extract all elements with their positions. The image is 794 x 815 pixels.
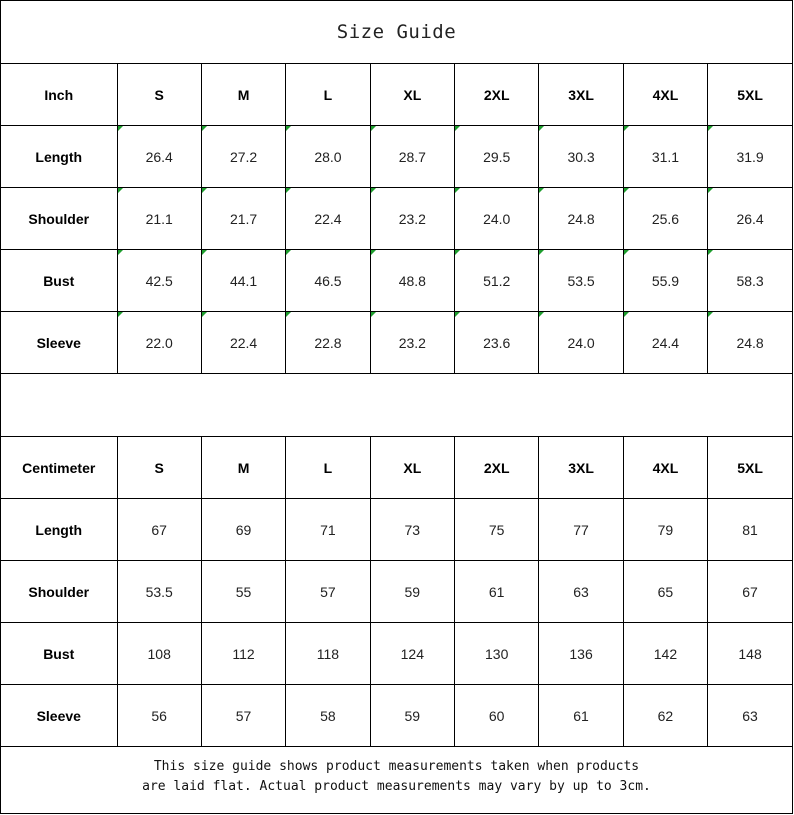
size-guide-title: Size Guide [1,1,792,64]
row-label: Sleeve [1,685,117,747]
measurement-cell: 58.3 [708,250,792,312]
table-separator [1,374,792,437]
measurement-cell: 57 [286,561,370,623]
measurement-cell: 62 [623,685,707,747]
measurement-cell: 60 [455,685,539,747]
centimeter-size-table [1,437,792,747]
table-row-bust [1,250,792,312]
measurement-cell: 23.2 [370,188,454,250]
measurement-cell: 22.4 [201,312,285,374]
measurement-cell: 31.9 [708,126,792,188]
measurement-cell: 61 [539,685,623,747]
measurement-cell: 23.2 [370,312,454,374]
measurement-cell: 142 [623,623,707,685]
measurement-cell: 59 [370,685,454,747]
size-header-xl: XL [370,437,454,499]
measurement-cell: 55.9 [623,250,707,312]
unit-label: Centimeter [1,437,117,499]
size-header-xl: XL [370,64,454,126]
measurement-cell: 63 [708,685,792,747]
row-label: Sleeve [1,312,117,374]
table-row-length [1,499,792,561]
size-header-2xl: 2XL [455,437,539,499]
size-header-s: S [117,437,201,499]
size-header-l: L [286,64,370,126]
row-label: Bust [1,623,117,685]
measurement-cell: 23.6 [455,312,539,374]
measurement-cell: 24.8 [708,312,792,374]
measurement-cell: 30.3 [539,126,623,188]
measurement-cell: 53.5 [539,250,623,312]
measurement-cell: 108 [117,623,201,685]
measurement-cell: 21.1 [117,188,201,250]
unit-label: Inch [1,64,117,126]
table-row-length [1,126,792,188]
measurement-cell: 58 [286,685,370,747]
measurement-cell: 124 [370,623,454,685]
measurement-cell: 22.8 [286,312,370,374]
size-header-2xl: 2XL [455,64,539,126]
size-header-s: S [117,64,201,126]
measurement-cell: 79 [623,499,707,561]
size-header-3xl: 3XL [539,64,623,126]
size-header-m: M [201,64,285,126]
row-label: Shoulder [1,188,117,250]
table-row-sleeve [1,685,792,747]
size-header-m: M [201,437,285,499]
measurement-cell: 25.6 [623,188,707,250]
measurement-cell: 71 [286,499,370,561]
size-header-l: L [286,437,370,499]
table-row-bust [1,623,792,685]
measurement-cell: 53.5 [117,561,201,623]
inch-size-table [1,64,792,374]
measurement-cell: 21.7 [201,188,285,250]
measurement-cell: 77 [539,499,623,561]
measurement-cell: 48.8 [370,250,454,312]
measurement-cell: 136 [539,623,623,685]
measurement-cell: 118 [286,623,370,685]
measurement-cell: 59 [370,561,454,623]
measurement-cell: 31.1 [623,126,707,188]
table-row-shoulder [1,188,792,250]
measurement-cell: 42.5 [117,250,201,312]
measurement-cell: 65 [623,561,707,623]
row-label: Bust [1,250,117,312]
measurement-cell: 51.2 [455,250,539,312]
measurement-cell: 67 [708,561,792,623]
measurement-cell: 75 [455,499,539,561]
measurement-cell: 28.0 [286,126,370,188]
measurement-cell: 67 [117,499,201,561]
table-row-sleeve [1,312,792,374]
measurement-cell: 22.4 [286,188,370,250]
measurement-cell: 130 [455,623,539,685]
measurement-cell: 69 [201,499,285,561]
row-label: Length [1,126,117,188]
measurement-cell: 22.0 [117,312,201,374]
measurement-cell: 55 [201,561,285,623]
size-header-4xl: 4XL [623,64,707,126]
measurement-cell: 29.5 [455,126,539,188]
measurement-cell: 112 [201,623,285,685]
header-row [1,437,792,499]
measurement-cell: 73 [370,499,454,561]
size-header-4xl: 4XL [623,437,707,499]
measurement-cell: 26.4 [708,188,792,250]
size-header-5xl: 5XL [708,64,792,126]
table-row-shoulder [1,561,792,623]
measurement-cell: 63 [539,561,623,623]
measurement-note [1,747,792,807]
header-row [1,64,792,126]
measurement-cell: 81 [708,499,792,561]
measurement-cell: 24.4 [623,312,707,374]
note-line-1: This size guide shows product measurements taken when products [153,759,640,774]
measurement-cell: 24.0 [455,188,539,250]
measurement-cell: 61 [455,561,539,623]
size-header-3xl: 3XL [539,437,623,499]
measurement-cell: 57 [201,685,285,747]
row-label: Shoulder [1,561,117,623]
measurement-cell: 27.2 [201,126,285,188]
measurement-cell: 26.4 [117,126,201,188]
measurement-cell: 24.8 [539,188,623,250]
measurement-cell: 46.5 [286,250,370,312]
measurement-cell: 56 [117,685,201,747]
measurement-cell: 44.1 [201,250,285,312]
size-header-5xl: 5XL [708,437,792,499]
measurement-cell: 148 [708,623,792,685]
measurement-cell: 24.0 [539,312,623,374]
note-line-2: are laid flat. Actual product measurements may vary by up to 3cm. [142,779,651,794]
row-label: Length [1,499,117,561]
measurement-cell: 28.7 [370,126,454,188]
